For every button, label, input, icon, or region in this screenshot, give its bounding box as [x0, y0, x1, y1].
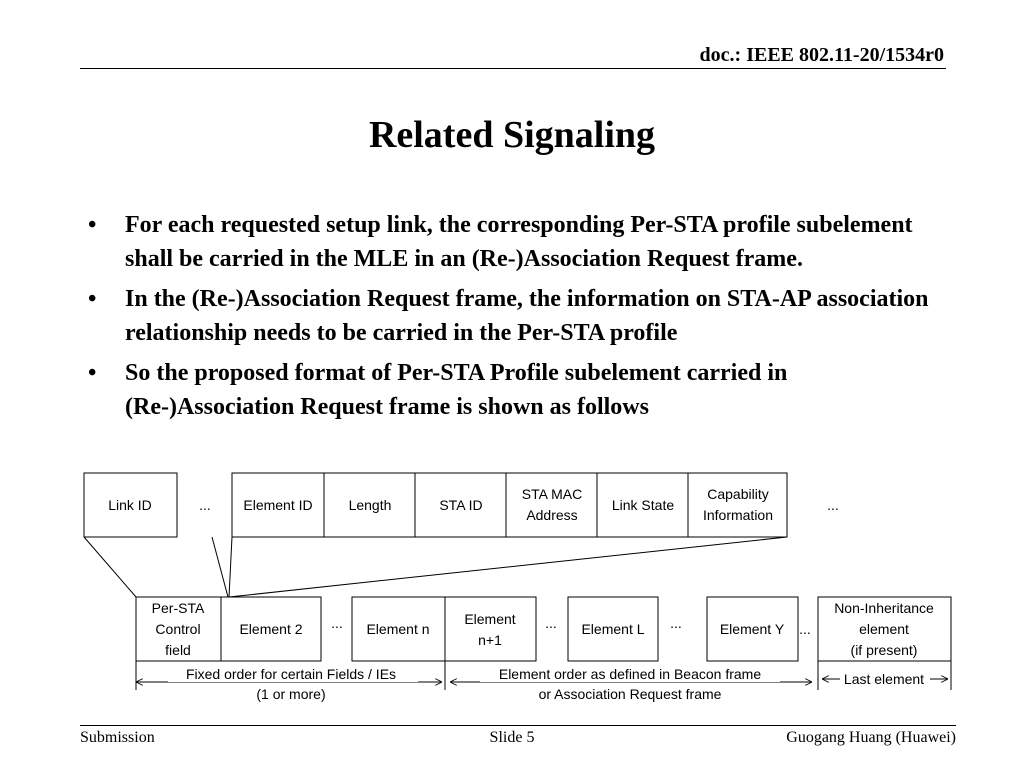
element-2-label: Element 2 — [239, 621, 303, 637]
non-inheritance-label-line1: Non-Inheritance — [834, 600, 934, 616]
capability-label-line2: Information — [702, 507, 774, 523]
link-id-label: Link ID — [108, 497, 152, 513]
fixed-order-label-line2: (1 or more) — [256, 686, 326, 702]
footer-author: Guogang Huang (Huawei) — [786, 729, 956, 746]
sta-mac-label-line1: STA MAC — [521, 486, 583, 502]
element-n-label: Element n — [366, 621, 430, 637]
bullet-item — [88, 208, 958, 276]
bullet-item — [88, 282, 958, 350]
sta-mac-label-line2: Address — [526, 507, 578, 523]
element-order-label-line2: or Association Request frame — [538, 686, 722, 702]
connector-line — [229, 537, 787, 597]
element-n1-box — [445, 597, 536, 661]
ellipsis: ... — [827, 497, 839, 513]
last-element-label: Last element — [843, 671, 925, 687]
ellipsis: ... — [799, 621, 811, 637]
element-y-label: Element Y — [719, 621, 785, 637]
bullet-symbol: • — [88, 286, 97, 312]
non-inheritance-label-line2: element — [859, 621, 909, 637]
link-state-label: Link State — [611, 497, 675, 513]
ellipsis: ... — [199, 497, 211, 513]
per-sta-label-line1: Per-STA — [151, 600, 205, 616]
bullet-text: In the (Re-)Association Request frame, the information on STA-AP association relationship needs to be carried in the Per-STA profile — [125, 286, 929, 346]
slide-title: Related Signaling — [368, 114, 656, 156]
connector-line — [229, 537, 232, 597]
ellipsis: ... — [331, 615, 343, 631]
bullet-item — [88, 356, 958, 424]
footer-rule — [80, 725, 956, 726]
footer-submission: Submission — [80, 729, 155, 746]
element-n1-label-line1: Element — [464, 611, 516, 627]
header-rule — [80, 68, 946, 69]
bullet-symbol: • — [88, 360, 97, 386]
capability-box — [688, 473, 787, 537]
bullet-list — [88, 208, 958, 430]
length-label: Length — [348, 497, 392, 513]
connector-line — [84, 537, 136, 597]
per-sta-profile-diagram — [78, 468, 958, 708]
fixed-order-label-line1: Fixed order for certain Fields / IEs — [185, 666, 397, 682]
footer-slide-number: Slide 5 — [489, 729, 535, 746]
element-order-label-line1: Element order as defined in Beacon frame — [498, 666, 762, 682]
per-sta-label-line2: Control — [155, 621, 201, 637]
non-inheritance-label-line3: (if present) — [850, 642, 918, 658]
sta-id-label: STA ID — [439, 497, 483, 513]
document-id: doc.: IEEE 802.11-20/1534r0 — [699, 44, 944, 66]
per-sta-label-line3: field — [165, 642, 191, 658]
bullet-text: So the proposed format of Per-STA Profile subelement carried in (Re-)Association Request frame is shown as follows — [125, 360, 788, 420]
bullet-text: For each requested setup link, the corresponding Per-STA profile subelement shall be carried in the MLE in an (Re-)Association Request frame. — [125, 212, 913, 272]
capability-label-line1: Capability — [707, 486, 769, 502]
ellipsis: ... — [545, 615, 557, 631]
element-id-label: Element ID — [243, 497, 313, 513]
connector-line — [212, 537, 228, 597]
element-n1-label-line2: n+1 — [478, 632, 502, 648]
ellipsis: ... — [670, 615, 682, 631]
sta-mac-box — [506, 473, 597, 537]
element-l-label: Element L — [581, 621, 645, 637]
bullet-symbol: • — [88, 212, 97, 238]
